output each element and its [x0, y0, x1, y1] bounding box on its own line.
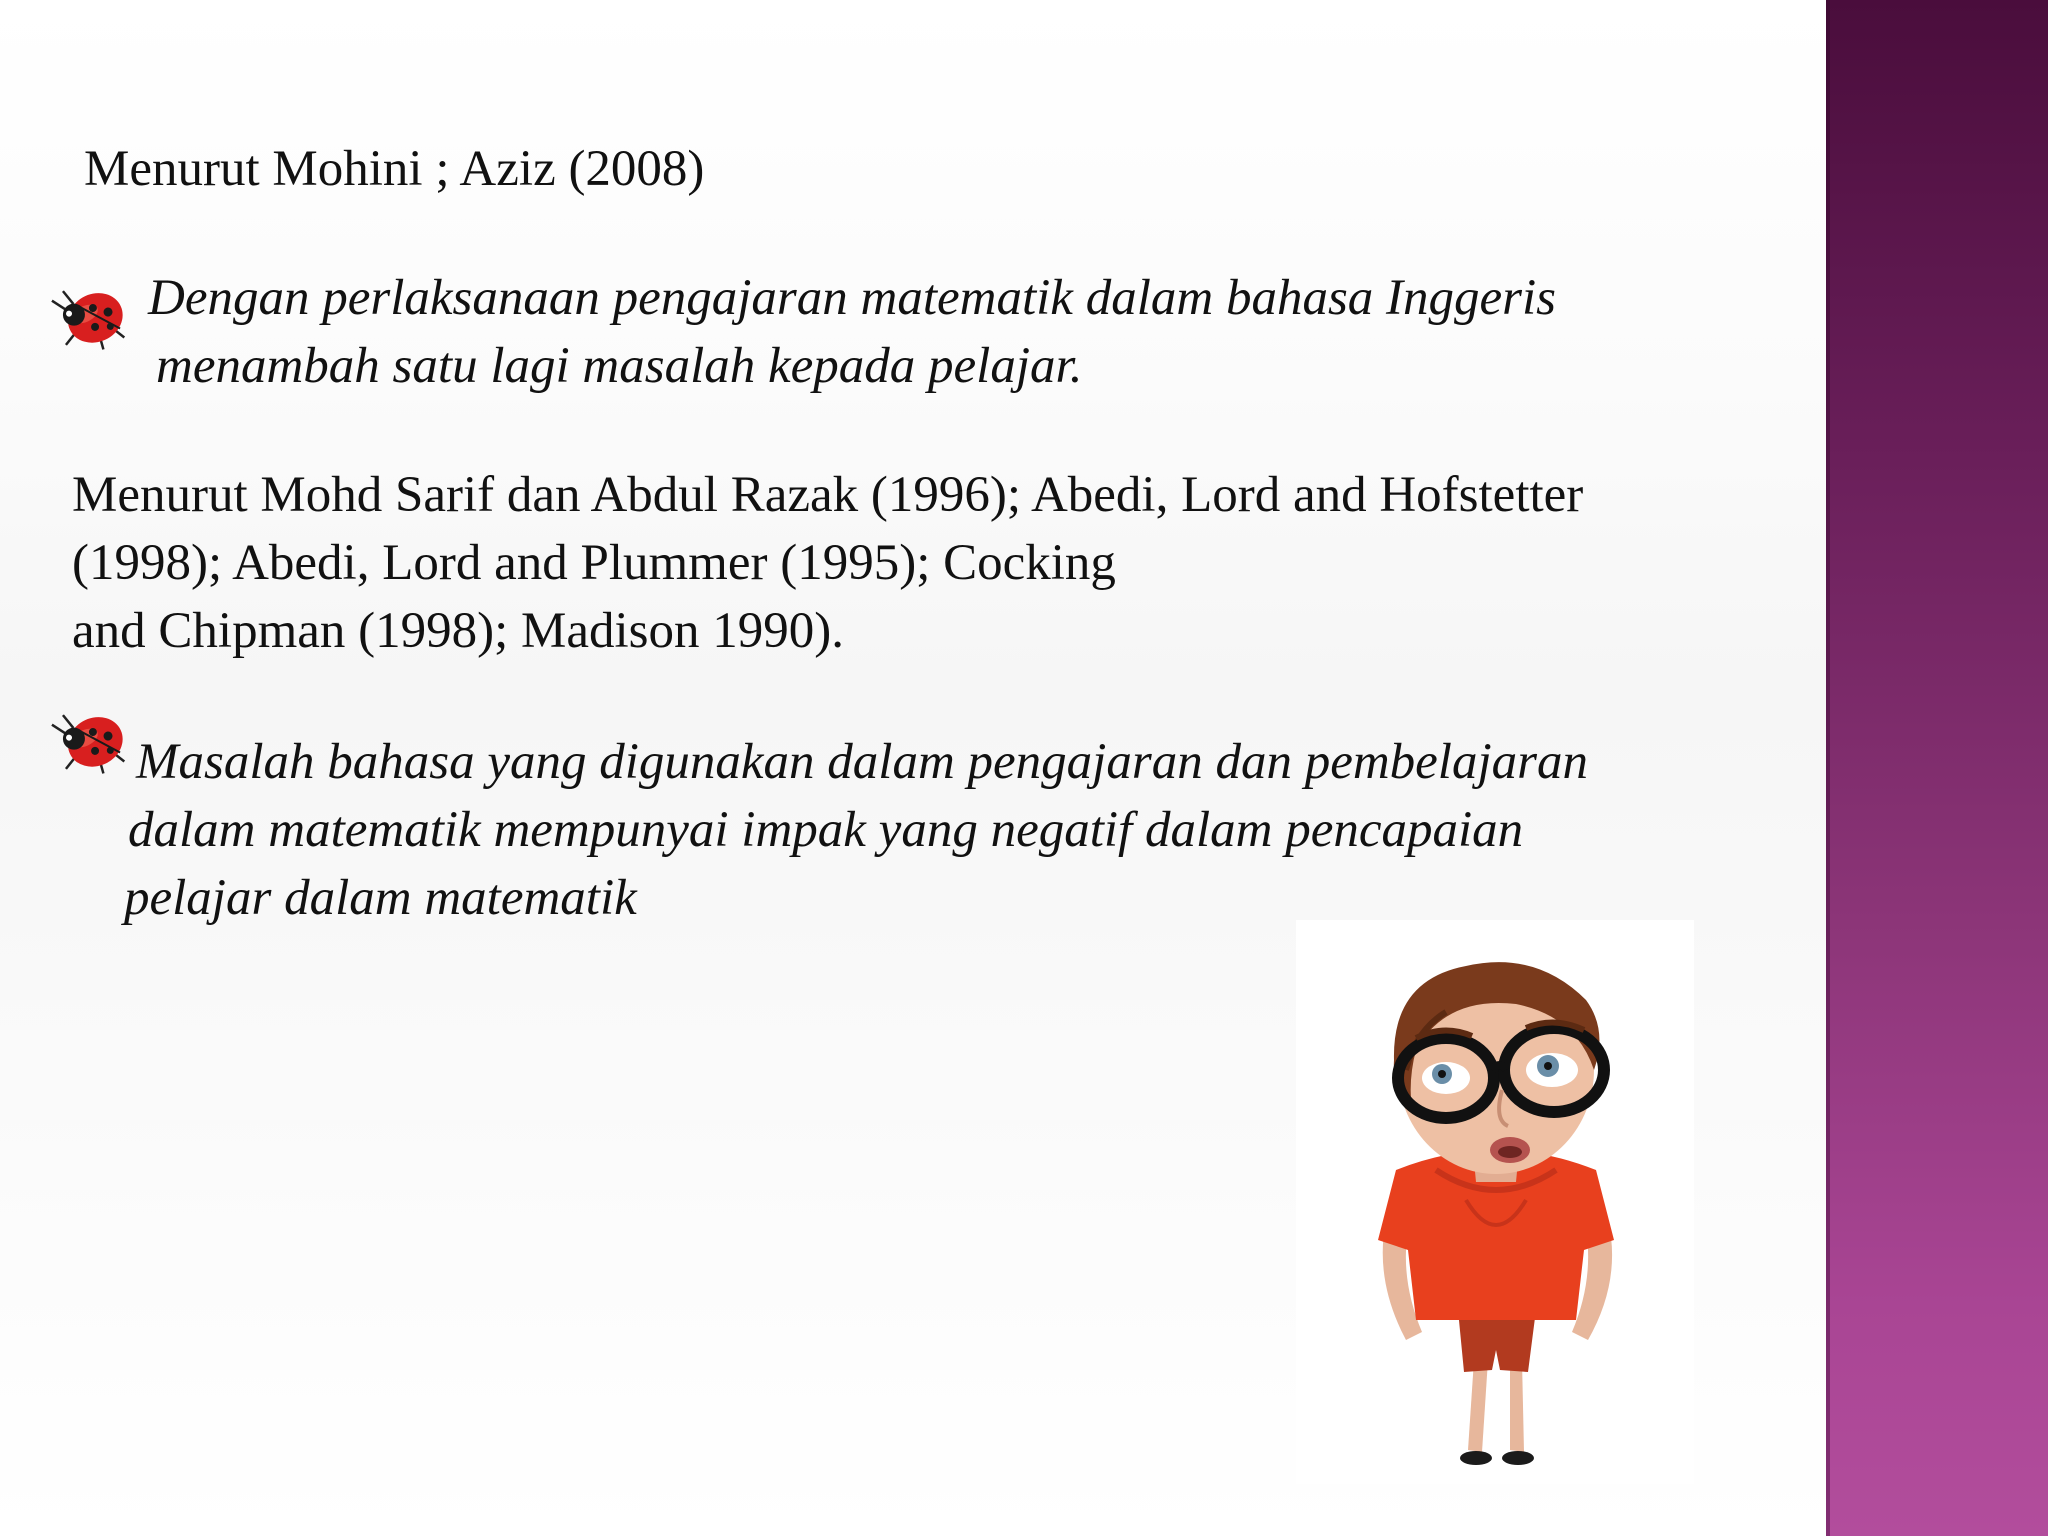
confused-woman-photo	[1296, 920, 1694, 1484]
bullet1-line2: menambah satu lagi masalah kepada pelajar.	[156, 338, 1083, 394]
ladybug-icon	[50, 700, 130, 780]
citation-line2: (1998); Abedi, Lord and Plummer (1995); Cocking	[72, 535, 1116, 591]
citation-line3: and Chipman (1998); Madison 1990).	[72, 603, 844, 659]
bullet2-line1: Masalah bahasa yang digunakan dalam pengajaran dan pembelajaran	[136, 734, 1588, 790]
decorative-sidebar	[1826, 0, 2048, 1536]
citation-line1: Menurut Mohd Sarif dan Abdul Razak (1996); Abedi, Lord and Hofstetter	[72, 467, 1584, 523]
heading-mohini-aziz: Menurut Mohini ; Aziz (2008)	[84, 141, 705, 197]
ladybug-icon	[50, 276, 130, 356]
bullet2-line2: dalam matematik mempunyai impak yang negatif dalam pencapaian	[128, 802, 1524, 858]
bullet1-line1: Dengan perlaksanaan pengajaran matematik dalam bahasa Inggeris	[148, 270, 1557, 326]
bullet2-line3: pelajar dalam matematik	[124, 870, 637, 926]
